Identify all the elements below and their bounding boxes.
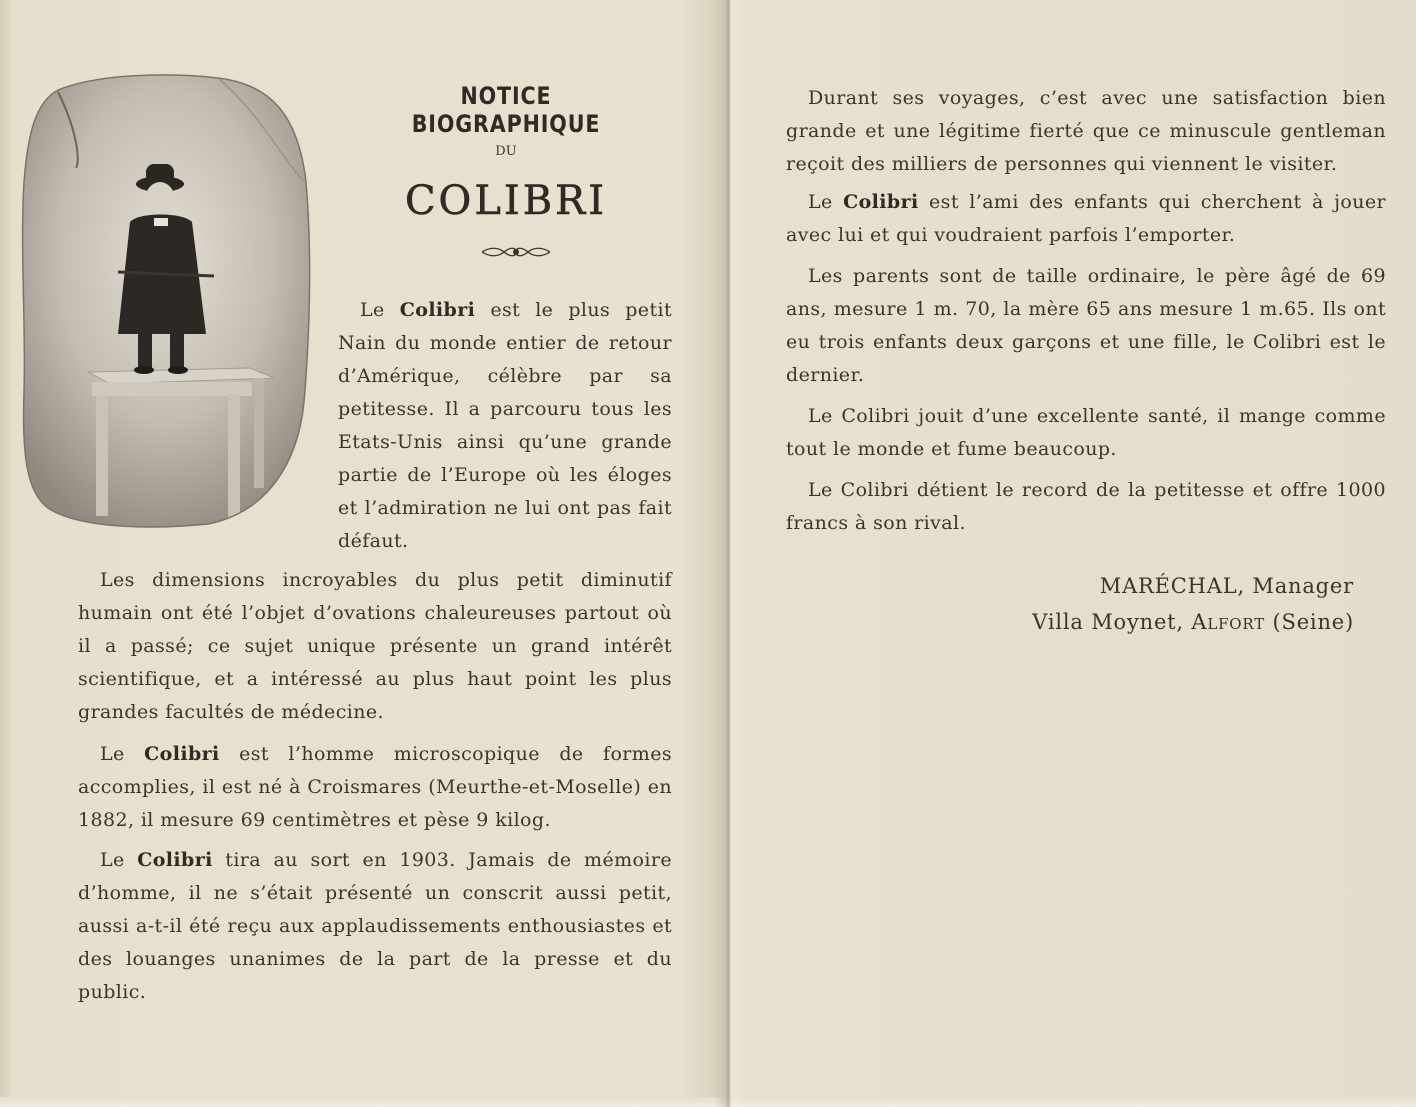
right-paragraph-3: Les parents sont de taille ordinaire, le père âgé de 69 ans, mesure 1 m. 70, la mère 65 ans mesure 1 m.65. Ils ont eu trois enfants deux garçons et une fille, le Colibri est le dernier. (786, 265, 1386, 386)
left-paragraph-3: Le Colibri est l’homme microscopique de formes accomplies, il est né à Croismares (Meurthe-et-Moselle) en 1882, il mesure 69 centimètres et pèse 9 kilog. (78, 743, 672, 831)
center-fold (714, 0, 744, 1107)
right-paragraph-2: Le Colibri est l’ami des enfants qui cherchent à jouer avec lui et qui voudraient parfois l’emporter. (786, 191, 1386, 246)
right-paragraph-4: Le Colibri jouit d’une excellente santé, il mange comme tout le monde et fume beaucoup. (786, 405, 1386, 460)
left-paragraph-1: Le Colibri est le plus petit Nain du monde entier de retour d’Amérique, célèbre par sa petitesse. Il a parcouru tous les Etats-Unis ainsi qu’une grande partie de l’Europe où les éloges et l’admiration ne lui ont pas fait défaut. (338, 299, 672, 552)
ornament-icon (480, 244, 552, 263)
right-paragraph-5: Le Colibri détient le record de la petitesse et offre 1000 francs à son rival. (786, 479, 1386, 534)
paper-edge-left (0, 0, 12, 1107)
notice-title: NOTICE BIOGRAPHIQUE (411, 82, 601, 138)
colibri-title: COLIBRI (404, 178, 608, 224)
left-paragraph-4: Le Colibri tira au sort en 1903. Jamais de mémoire d’homme, il ne s’était présenté un conscrit aussi petit, aussi a-t-il été reçu aux applaudissements enthousiastes et des louanges unanimes de la part de la presse et du public. (78, 849, 672, 1003)
right-paragraph-1: Durant ses voyages, c’est avec une satisfaction bien grande et une légitime fierté que ce minuscule gentleman reçoit des milliers de personnes qui viennent le visiter. (786, 87, 1386, 175)
signature-name: MARÉCHAL, Manager (1099, 574, 1354, 598)
paper-edge-bottom (0, 1097, 1416, 1107)
signature-address: Villa Moynet, Alfort (Seine) (1032, 610, 1354, 634)
du-label: DU (495, 144, 517, 159)
portrait-photo (18, 72, 314, 530)
left-paragraph-2: Les dimensions incroyables du plus petit diminutif humain ont été l’objet d’ovations chaleureuses partout où il a passé; ce sujet unique présente un grand intérêt scientifique, et a intéressé au plus haut point les plus grandes facultés de médecine. (78, 569, 672, 723)
